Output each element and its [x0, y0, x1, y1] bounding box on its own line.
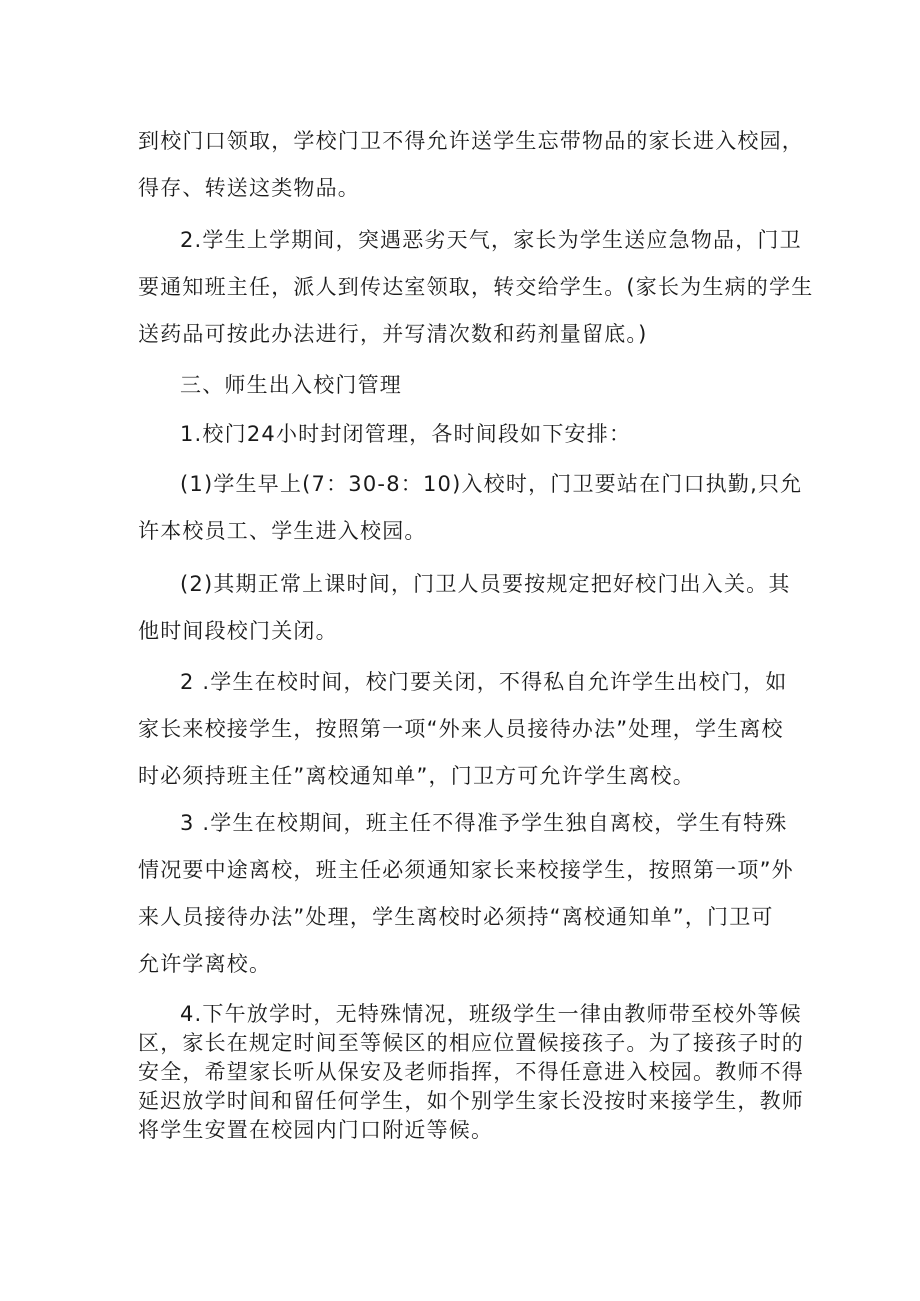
text-line: 2 .学生在校时间，校门要关闭，不得私自允许学生出校门，如: [180, 670, 788, 694]
text-line: 要通知班主任，派人到传达室领取，转交给学生。(家长为生病的学生: [138, 275, 814, 299]
text-line: 3 .学生在校期间，班主任不得准予学生独自离校，学生有特殊: [180, 811, 788, 835]
text-line: 时必须持班主任”离校通知单”，门卫方可允许学生离校。: [138, 764, 695, 788]
text-line: (2)其期正常上课时间，门卫人员要按规定把好校门出入关。其: [180, 572, 791, 596]
paragraph: [138, 659, 798, 800]
paragraph: [138, 118, 804, 212]
text-line: 家长来校接学生，按照第一项“外来人员接待办法”处理，学生离校: [138, 717, 784, 741]
paragraph: [138, 1000, 804, 1145]
text-line: 1.校门24小时封闭管理，各时间段如下安排：: [180, 422, 632, 446]
paragraph: [138, 800, 798, 988]
text-line: 送药品可按此办法进行，并写清次数和药剂量留底。): [138, 322, 648, 346]
text-line: 区，家长在规定时间至等候区的相应位置候接孩子。为了接孩子时的: [138, 1031, 804, 1055]
text-line: 2.学生上学期间，突遇恶劣天气，家长为学生送应急物品，门卫: [180, 228, 802, 252]
text-line: 安全，希望家长听从保安及老师指挥，不得任意进入校园。教师不得: [138, 1060, 804, 1084]
text-line: (1)学生早上(7：30-8：10)入校时，门卫要站在门口执勤,只允: [180, 472, 803, 496]
text-line: 允许学离校。: [138, 952, 272, 976]
paragraph: [138, 217, 814, 358]
text-line: 来人员接待办法”处理，学生离校时必须持“离校通知单”，门卫可: [138, 905, 774, 929]
text-line: 得存、转送这类物品。: [138, 176, 360, 200]
text-line: 到校门口领取，学校门卫不得允许送学生忘带物品的家长进入校园，: [138, 129, 804, 153]
text-line: 三、师生出入校门管理: [180, 373, 402, 397]
text-line: 他时间段校门关闭。: [138, 619, 338, 643]
text-line: 情况要中途离校，班主任必须通知家长来校接学生，按照第一项”外: [138, 858, 794, 882]
paragraph: [138, 561, 798, 655]
section-heading: [138, 362, 798, 409]
text-line: 延迟放学时间和留任何学生，如个别学生家长没按时来接学生，教师: [138, 1089, 804, 1113]
text-line: 将学生安置在校园内门口附近等候。: [138, 1118, 494, 1142]
text-line: 许本校员工、学生进入校园。: [138, 519, 427, 543]
text-line: 4.下午放学时，无特殊情况，班级学生一律由教师带至校外等候: [180, 1002, 802, 1026]
paragraph: [138, 411, 798, 458]
paragraph: [138, 461, 803, 555]
